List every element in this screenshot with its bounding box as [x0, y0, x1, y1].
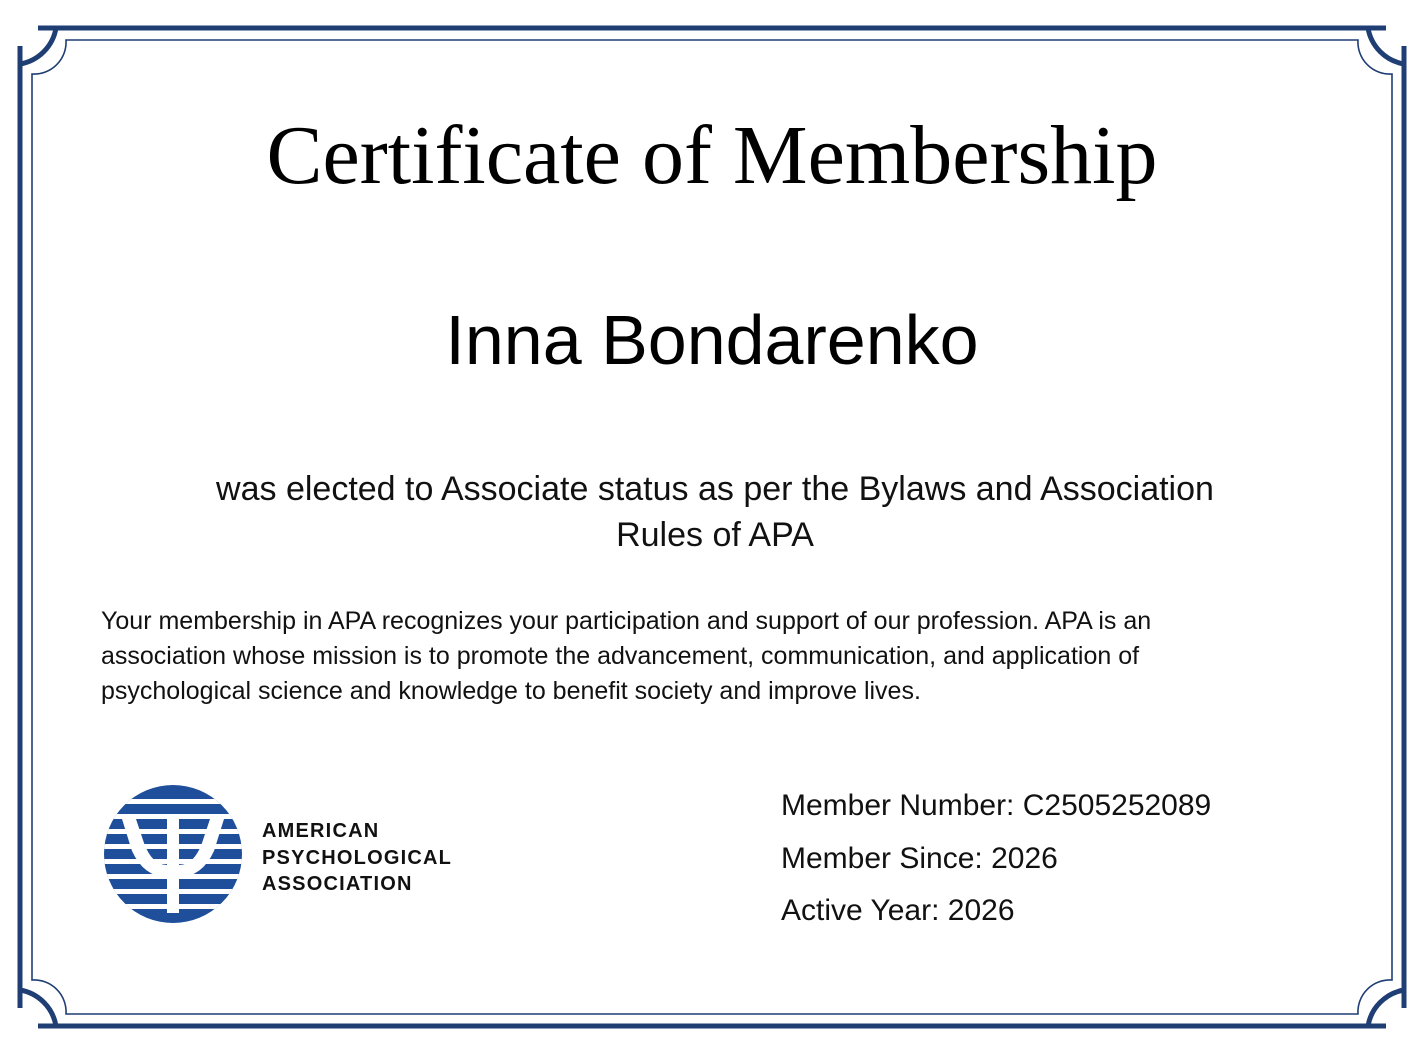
certificate-title: Certificate of Membership	[266, 109, 1158, 202]
status-line: Rules of APA	[616, 516, 814, 554]
mission-statement	[101, 604, 1341, 709]
mission-line: psychological science and knowledge to benefit society and improve lives.	[101, 677, 921, 705]
logo-line: PSYCHOLOGICAL	[262, 846, 453, 869]
logo-line: AMERICAN	[262, 820, 380, 842]
membership-details	[781, 780, 1211, 938]
mission-line: Your membership in APA recognizes your participation and support of our profession. APA is an	[101, 607, 1152, 635]
apa-logo-wordmark	[262, 818, 452, 898]
member-number: Member Number: C2505252089	[781, 789, 1212, 822]
active-year: Active Year: 2026	[781, 894, 1015, 927]
status-statement	[112, 466, 1318, 558]
mission-line: association whose mission is to promote the advancement, communication, and application of	[101, 642, 1140, 670]
member-since: Member Since: 2026	[781, 841, 1058, 875]
member-name: Inna Bondarenko	[445, 301, 979, 379]
status-line: was elected to Associate status as per the Bylaws and Association	[216, 470, 1214, 508]
logo-line: ASSOCIATION	[262, 873, 413, 895]
